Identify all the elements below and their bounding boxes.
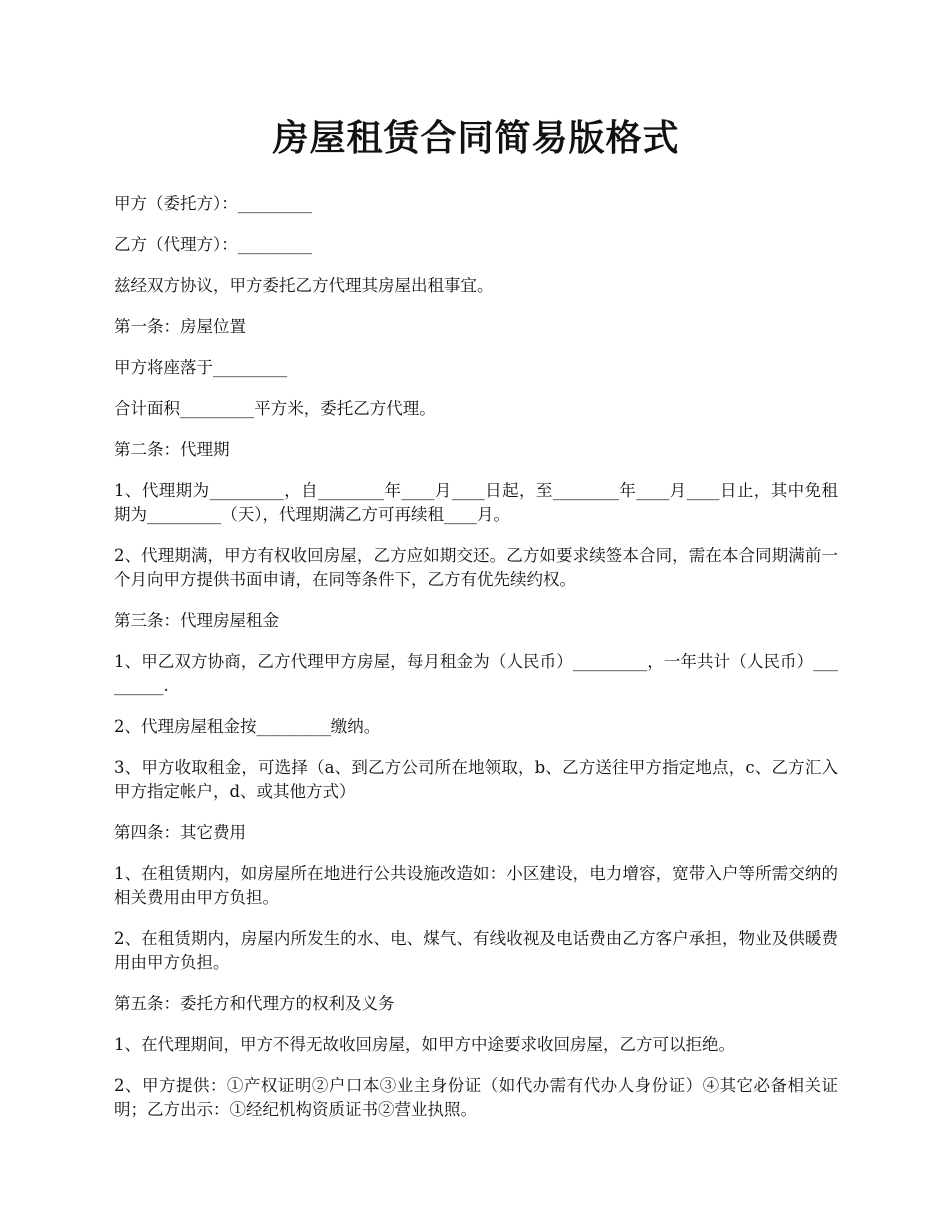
- article-3-clause-2: 2、代理房屋租金按_________缴纳。: [114, 717, 381, 736]
- article-5-clause-2: 2、甲方提供：①产权证明②户口本③业主身份证（如代办需有代办人身份证）④其它必备相关证明；乙方出示：①经纪机构资质证书②营业执照。: [114, 1076, 838, 1119]
- party-a-line: 甲方（委托方）：_________: [114, 194, 312, 213]
- party-b-line: 乙方（代理方）：_________: [114, 235, 312, 254]
- article-5-clause-1: 1、在代理期间，甲方不得无故收回房屋，如甲方中途要求收回房屋，乙方可以拒绝。: [114, 1035, 735, 1054]
- document-title: 房屋租赁合同简易版格式: [272, 117, 680, 159]
- article-1-heading: 第一条：房屋位置: [114, 317, 246, 336]
- article-1-location: 甲方将座落于_________: [114, 358, 288, 377]
- article-5-heading: 第五条：委托方和代理方的权利及义务: [114, 994, 395, 1013]
- article-1-area: 合计面积_________平方米，委托乙方代理。: [114, 399, 436, 418]
- article-4-heading: 第四条：其它费用: [114, 823, 246, 842]
- article-3-heading: 第三条：代理房屋租金: [114, 611, 279, 630]
- article-3-clause-3: 3、甲方收取租金，可选择（a、到乙方公司所在地领取，b、乙方送往甲方指定地点，c、乙方汇入甲方指定帐户，d、或其他方式）: [114, 758, 838, 801]
- intro-paragraph: 兹经双方协议，甲方委托乙方代理其房屋出租事宜。: [114, 276, 494, 295]
- article-2-clause-1: 1、代理期为_________，自________年____月____日起，至________年____月____日止，其中免租期为_________（天），代理期满乙方可再续租____月。: [114, 481, 838, 524]
- article-2-heading: 第二条：代理期: [114, 440, 230, 459]
- article-2-clause-2: 2、代理期满，甲方有权收回房屋，乙方应如期交还。乙方如要求续签本合同，需在本合同期满前一个月向甲方提供书面申请，在同等条件下，乙方有优先续约权。: [114, 546, 838, 589]
- article-4-clause-1: 1、在租赁期内，如房屋所在地进行公共设施改造如：小区建设，电力增容，宽带入户等所需交纳的相关费用由甲方负担。: [114, 864, 838, 907]
- article-4-clause-2: 2、在租赁期内，房屋内所发生的水、电、煤气、有线收视及电话费由乙方客户承担，物业及供暖费用由甲方负担。: [114, 929, 838, 972]
- article-3-clause-1: 1、甲乙双方协商，乙方代理甲方房屋，每月租金为（人民币）_________，一年共计（人民币）_________.: [114, 652, 838, 695]
